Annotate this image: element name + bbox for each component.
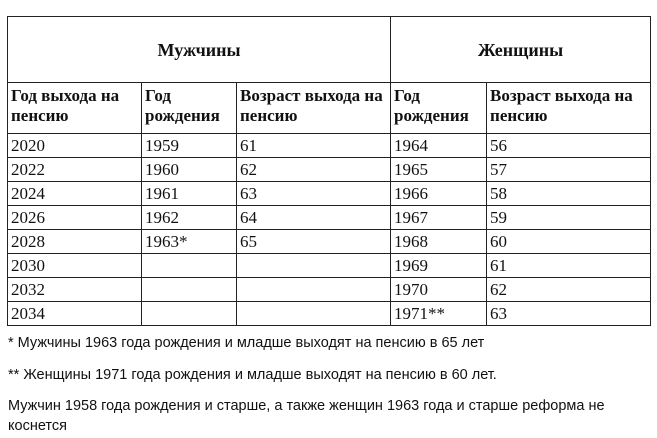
header-men-retirement-age: Возраст выхода на пенсию [237, 83, 391, 134]
cell-women-age: 61 [487, 254, 651, 278]
cell-women-age: 56 [487, 134, 651, 158]
header-women-retirement-age: Возраст выхода на пенсию [487, 83, 651, 134]
pension-age-table [7, 16, 651, 326]
cell-women-birth: 1971** [391, 302, 487, 326]
group-header-row [8, 17, 651, 83]
cell-women-birth: 1967 [391, 206, 487, 230]
cell-women-birth: 1965 [391, 158, 487, 182]
cell-women-age: 63 [487, 302, 651, 326]
cell-women-age: 60 [487, 230, 651, 254]
cell-men-birth: 1963* [142, 230, 237, 254]
cell-women-age: 58 [487, 182, 651, 206]
reform-note: Мужчин 1958 года рождения и старше, а также женщин 1963 года и старше реформа не коснется [8, 398, 605, 434]
cell-men-birth: 1960 [142, 158, 237, 182]
group-men-header: Мужчины [8, 17, 391, 83]
cell-men-age: 63 [237, 182, 391, 206]
cell-men-age [237, 254, 391, 278]
cell-men-age [237, 278, 391, 302]
header-men-birth-year: Год рождения [142, 83, 237, 134]
cell-men-age [237, 302, 391, 326]
group-women-header: Женщины [391, 17, 651, 83]
cell-women-birth: 1966 [391, 182, 487, 206]
table-body [8, 17, 651, 326]
cell-women-age: 62 [487, 278, 651, 302]
cell-year: 2034 [8, 302, 142, 326]
cell-men-birth: 1962 [142, 206, 237, 230]
column-header-row [8, 83, 651, 134]
cell-men-birth: 1959 [142, 134, 237, 158]
cell-women-birth: 1968 [391, 230, 487, 254]
cell-men-birth [142, 302, 237, 326]
cell-women-birth: 1964 [391, 134, 487, 158]
table-row [8, 230, 651, 254]
table-row [8, 302, 651, 326]
table-row [8, 158, 651, 182]
table-row [8, 134, 651, 158]
cell-women-birth: 1970 [391, 278, 487, 302]
cell-men-birth: 1961 [142, 182, 237, 206]
cell-year: 2024 [8, 182, 142, 206]
cell-women-birth: 1969 [391, 254, 487, 278]
header-women-birth-year: Год рождения [391, 83, 487, 134]
footnote-women: ** Женщины 1971 года рождения и младше выходят на пенсию в 60 лет. [8, 367, 497, 383]
cell-men-birth [142, 254, 237, 278]
cell-men-birth [142, 278, 237, 302]
cell-year: 2032 [8, 278, 142, 302]
cell-women-age: 57 [487, 158, 651, 182]
table-row [8, 254, 651, 278]
table-row [8, 206, 651, 230]
footnote-men: * Мужчины 1963 года рождения и младше выходят на пенсию в 65 лет [8, 335, 485, 351]
table-row [8, 278, 651, 302]
cell-men-age: 65 [237, 230, 391, 254]
cell-women-age: 59 [487, 206, 651, 230]
cell-men-age: 64 [237, 206, 391, 230]
cell-year: 2028 [8, 230, 142, 254]
header-retirement-year: Год выхода на пенсию [8, 83, 142, 134]
cell-year: 2026 [8, 206, 142, 230]
cell-men-age: 62 [237, 158, 391, 182]
cell-year: 2030 [8, 254, 142, 278]
cell-year: 2020 [8, 134, 142, 158]
table-row [8, 182, 651, 206]
cell-men-age: 61 [237, 134, 391, 158]
cell-year: 2022 [8, 158, 142, 182]
